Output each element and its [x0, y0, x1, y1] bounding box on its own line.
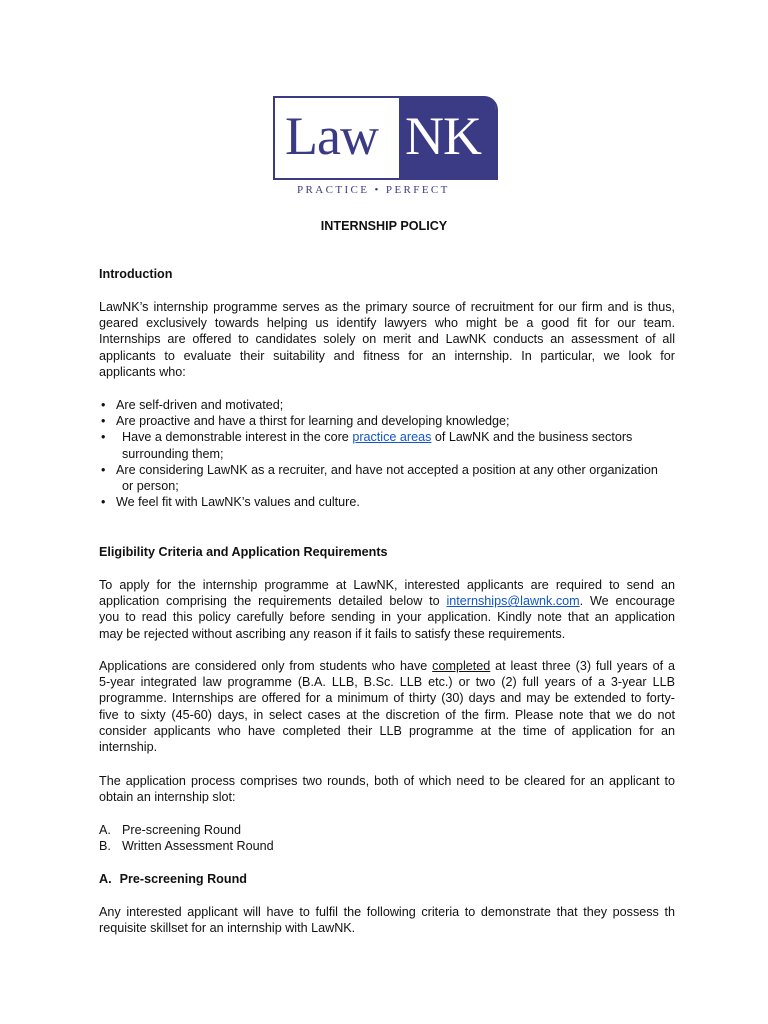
paragraph-line: applicants to evaluate their suitability and fitness for an internship. In particular, we look for [99, 348, 675, 363]
list-item-text: We feel fit with LawNK’s values and culture. [116, 495, 360, 510]
heading-text: Pre-screening Round [119, 872, 247, 886]
list-item-text: Are self-driven and motivated; [116, 398, 284, 412]
lawnk-logo [273, 96, 496, 204]
list-item-text: Are proactive and have a thirst for learning and developing knowledge; [116, 414, 510, 429]
list-item-text: Pre-screening Round [122, 823, 242, 837]
list-item [99, 822, 499, 838]
paragraph-line: programme. Internships are offered for a minimum of thirty (30) days and may be extended to forty- [99, 691, 675, 706]
paragraph-line: To apply for the internship programme at LawNK, interested applicants are required to send an [99, 578, 675, 592]
eligibility-paragraph-2 [99, 658, 675, 755]
list-item-text: Have a demonstrable interest in the core [122, 430, 353, 445]
list-marker: B. [99, 839, 111, 854]
list-item [99, 462, 679, 494]
paragraph-line: consider applicants who have completed their LLB programme at the time of application for an [99, 723, 675, 738]
paragraph-text: application comprising the requirements detailed below to [99, 594, 447, 609]
list-item [99, 413, 679, 429]
list-item [99, 397, 679, 413]
paragraph-line: internship. [99, 740, 158, 755]
internships-email-link[interactable]: internships@lawnk.com [446, 594, 580, 609]
introduction-paragraph [99, 299, 675, 380]
paragraph-line: Internships are offered to candidates solely on merit and LawNK conducts an assessment of all [99, 332, 675, 347]
paragraph-line [99, 658, 675, 674]
paragraph-line: 5-year integrated law programme (B.A. LLB, B.Sc. LLB etc.) or two (2) full years of a 3-year LLB [99, 675, 675, 690]
paragraph-text: Applications are considered only from students who have [99, 659, 433, 673]
paragraph-line: you to read this policy carefully before sending in your application. Kindly note that an application [99, 610, 675, 625]
paragraph-line [99, 593, 675, 609]
prescreening-paragraph [99, 904, 675, 936]
paragraph-line: obtain an internship slot: [99, 790, 236, 805]
prescreening-heading [99, 871, 247, 887]
heading-marker: A. [99, 872, 112, 886]
paragraph-line: Any interested applicant will have to fulfil the following criteria to demonstrate that they possess th [99, 905, 675, 919]
logo-tagline: PRACTICE • PERFECT [297, 184, 450, 196]
paragraph-line: geared exclusively towards helping us identify lawyers who might be a good fit for our team. [99, 316, 675, 331]
paragraph-line: applicants who: [99, 364, 186, 379]
logo-word-law: Law [285, 106, 378, 166]
list-item-continuation: or person; [122, 479, 179, 494]
eligibility-paragraph-1 [99, 577, 675, 642]
list-marker: A. [99, 823, 111, 837]
practice-areas-link[interactable]: practice areas [352, 430, 432, 445]
underlined-word: completed [432, 659, 491, 673]
paragraph-text: . We encourage [579, 594, 676, 609]
applicant-criteria-list [99, 397, 679, 510]
list-item [99, 494, 679, 510]
paragraph-line: five to sixty (45-60) days, in select cases at the discretion of the firm. Please note that we do not [99, 707, 675, 722]
eligibility-paragraph-3 [99, 773, 675, 805]
logo-word-nk: NK [405, 106, 481, 166]
list-item [99, 429, 679, 461]
paragraph-line: The application process comprises two rounds, both of which need to be cleared for an applicant to [99, 774, 675, 788]
paragraph-text: at least three (3) full years of a [490, 659, 675, 673]
list-item [99, 838, 499, 854]
list-item-continuation: surrounding them; [122, 446, 224, 461]
rounds-list [99, 822, 499, 854]
paragraph-line: requisite skillset for an internship with LawNK. [99, 921, 356, 936]
page-title: INTERNSHIP POLICY [320, 219, 448, 233]
paragraph-line: may be rejected without ascribing any reason if it fails to satisfy these requirements. [99, 626, 566, 641]
list-item-text: Are considering LawNK as a recruiter, and have not accepted a position at any other organization [116, 462, 658, 477]
eligibility-heading: Eligibility Criteria and Application Requirements [99, 545, 388, 559]
introduction-heading: Introduction [99, 267, 173, 281]
list-item-text: Written Assessment Round [122, 839, 274, 854]
list-item-text: of LawNK and the business sectors [431, 430, 633, 445]
paragraph-line: LawNK’s internship programme serves as the primary source of recruitment for our firm and is thus, [99, 300, 675, 314]
